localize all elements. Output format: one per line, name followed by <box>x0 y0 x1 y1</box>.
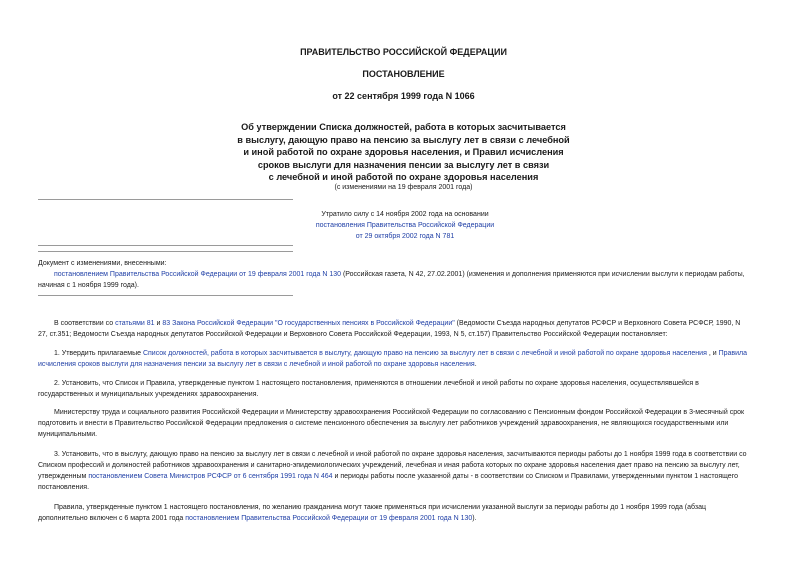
paragraph-ministry: Министерству труда и социального развития Российской Федерации и Министерству здравоохранения Российской Федерации по согласованию с Пенсионным фондом Российской Федерации в 3-месячный срок подготовить и внести в Правительство Российской Федерации предложения о системе пенсионного обеспечения за выслугу лет работников учреждений здравоохранения, не являющихся государственными или муниципальными. <box>38 409 745 438</box>
rules-link[interactable]: Правила <box>718 350 748 357</box>
amendment-note: (с изменениями на 19 февраля 2001 года) <box>334 184 473 191</box>
amendment-source: (Российская газета, N 42, 27.02.2001) (изменения и дополнения применяются при исчислении выслуги к периодам работы, <box>341 271 745 278</box>
law-article-link[interactable]: статьями 81 <box>115 320 155 327</box>
paragraph-rules-option: Правила, утвержденные пунктом 1 настоящего постановления, по желанию гражданина могут также применяться при исчислении указанной выслуги за периоды работы до 1 ноября 1999 года (абзац дополнительно включен с 6 марта 2001 года постановлением Правительства Российской Федерации от 19 февраля 2001 года N 130). <box>38 504 706 522</box>
title-line: Об утверждении Списка должностей, работа в которых засчитывается <box>241 122 566 132</box>
document-date-number: от 22 сентября 1999 года N 1066 <box>332 91 475 101</box>
paragraph-item-1: 1. Утвердить прилагаемые Список должностей, работа в которых засчитывается в выслугу, дающую право на пенсию за выслугу лет в связи с лечебной и иной работой по охране здоровья населения , и Правила исчисления сроков выслуги для назначения пенсии за выслугу лет в связи с лечебной и иной работой по охране здоровья населения. <box>38 350 748 368</box>
paragraph-preamble: В соответствии со статьями 81 и 83 Закона Российской Федерации "О государственных пенсиях в Российской Федерации" (Ведомости Съезда народных депутатов РСФСР и Верховного Совета РСФСР, 1990, N 27, ст.351; Ведомости Съезда народных депутатов Российской Федерации и Верховного Совета Российской Федерации, 1993, N 5, ст.157) Правительство Российской Федерации постановляет: <box>38 320 741 338</box>
lost-force-link-date[interactable]: от 29 октября 2002 года N 781 <box>355 233 455 240</box>
amendment-2001-link[interactable]: постановлением Правительства Российской Федерации от 19 февраля 2001 года N 130 <box>185 515 473 522</box>
amendments-box <box>38 258 807 291</box>
amendment-scope: начиная с 1 ноября 1999 года). <box>38 282 139 289</box>
lost-force-block <box>270 209 540 242</box>
rsfsr-resolution-link[interactable]: постановлением Совета Министров РСФСР от 6 сентября 1991 года N 464 <box>88 473 333 480</box>
paragraph-item-3: 3. Установить, что в выслугу, дающую право на пенсию за выслугу лет в связи с лечебной и иной работой по охране здоровья населения, засчитываются периоды работы до 1 ноября 1999 года в соответствии со Списком профессий и должностей работников здравоохранения и санитарно-эпидемиологических учреждений, лечебная и иная работа которых по охране здоровья населения дает право на пенсию за выслугу лет, утвержденным постановлением Совета Министров РСФСР от 6 сентября 1991 года N 464 и периоды работы после указанной даты - в соответствии со Списком и Правилами, утвержденными пунктом 1 настоящего постановления. <box>38 451 747 491</box>
lost-force-link[interactable]: постановления Правительства Российской Федерации <box>315 222 495 229</box>
government-header: ПРАВИТЕЛЬСТВО РОССИЙСКОЙ ФЕДЕРАЦИИ <box>300 47 507 57</box>
paragraph-item-2: 2. Установить, что Список и Правила, утвержденные пунктом 1 настоящего постановления, применяются в отношении лечебной и иной работы по охране здоровья населения, осуществлявшейся в государственных и муниципальных учреждениях здравоохранения. <box>38 380 699 398</box>
rules-link-continued[interactable]: исчисления сроков выслуги для назначения пенсии за выслугу лет в связи с лечебной и иной работой по охране здоровья населения <box>38 361 475 368</box>
document-title <box>0 121 807 184</box>
title-line: и иной работой по охране здоровья населения, и Правил исчисления <box>243 147 564 157</box>
title-line: сроков выслуги для назначения пенсии за выслугу лет в связи <box>257 159 550 170</box>
positions-list-link[interactable]: Список должностей, работа в которых засчитывается в выслугу, дающую право на пенсию за выслугу лет в связи с лечебной и иной работой по охране здоровья населения <box>142 350 707 357</box>
amendments-label: Документ с изменениями, внесенными: <box>38 260 167 267</box>
amendment-link[interactable]: постановлением Правительства Российской Федерации от 19 февраля 2001 года N 130 <box>54 271 341 278</box>
title-line: с лечебной и иной работой по охране здоровья населения <box>268 172 539 182</box>
divider <box>38 295 293 296</box>
divider <box>38 245 293 246</box>
document-type: ПОСТАНОВЛЕНИЕ <box>362 69 445 79</box>
lost-force-text: Утратило силу с 14 ноября 2002 года на основании <box>321 211 489 218</box>
law-link[interactable]: 83 Закона Российской Федерации "О государственных пенсиях в Российской Федерации" <box>162 320 455 327</box>
divider <box>38 251 293 252</box>
divider <box>38 199 293 200</box>
title-line: в выслугу, дающую право на пенсию за выслугу лет в связи с лечебной <box>237 134 570 145</box>
